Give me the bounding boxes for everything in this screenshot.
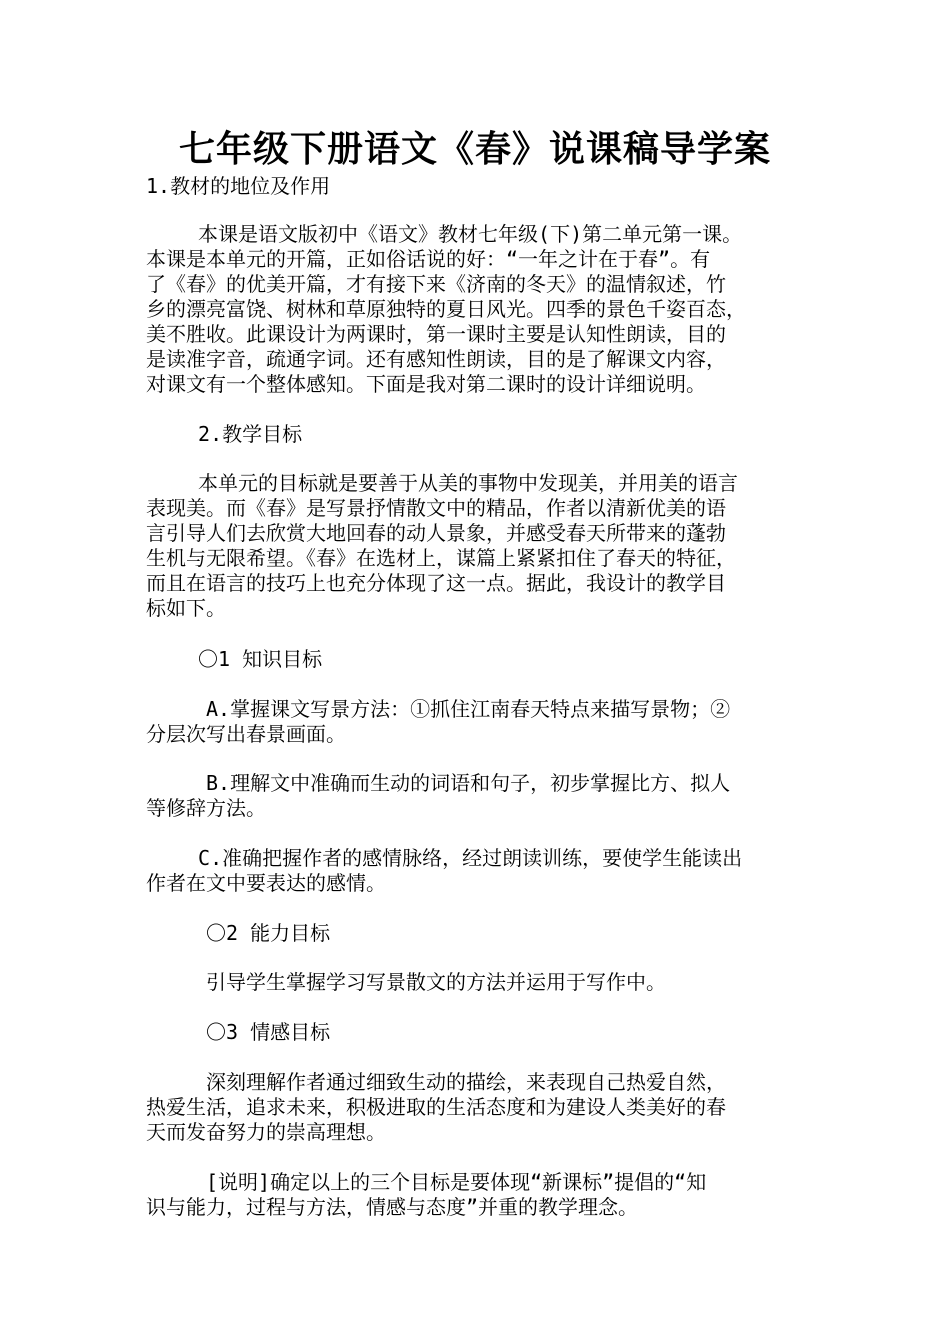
knowledge-item-b — [146, 771, 818, 821]
document-title: 七年级下册语文《春》说课稿导学案 — [178, 128, 771, 170]
paragraph-line: [说明]确定以上的三个目标是要体现“新课标”提倡的“知 — [146, 1170, 707, 1194]
ability-goal-text — [146, 970, 818, 995]
subheading-emotion-goals — [146, 1020, 818, 1045]
paragraph-material-intro — [146, 222, 818, 397]
paragraph-line: 识与能力，过程与方法，情感与态度”并重的教学理念。 — [146, 1195, 639, 1219]
knowledge-item-a — [146, 697, 818, 747]
paragraph-line: 引导学生掌握学习写景散文的方法并运用于写作中。 — [146, 970, 666, 994]
paragraph-line: 深刻理解作者通过细致生动的描绘，来表现自己热爱自然， — [146, 1070, 726, 1094]
subheading-text: 〇3 情感目标 — [146, 1020, 331, 1044]
subheading-text: 〇1 知识目标 — [146, 647, 323, 671]
section-heading-text: 1.教材的地位及作用 — [146, 174, 331, 198]
paragraph-line: 作者在文中要表达的感情。 — [146, 871, 386, 895]
paragraph-line: 了《春》的优美开篇，才有接下来《济南的冬天》的温情叙述，竹 — [146, 272, 726, 296]
paragraph-line: 乡的漂亮富饶、树林和草原独特的夏日风光。四季的景色千姿百态， — [146, 297, 746, 321]
subheading-ability-goals — [146, 921, 818, 946]
paragraph-line: 本课是语文版初中《语文》教材七年级(下)第二单元第一课。 — [146, 222, 743, 246]
paragraph-line: 标如下。 — [146, 596, 226, 620]
section-heading-goals — [146, 422, 818, 447]
subheading-knowledge-goals — [146, 647, 818, 672]
paragraph-line: 生机与无限希望。《春》在选材上，谋篇上紧紧扣住了春天的特征， — [146, 546, 736, 570]
explanation-note — [146, 1170, 818, 1220]
paragraph-line: 表现美。而《春》是写景抒情散文中的精品，作者以清新优美的语 — [146, 496, 726, 520]
paragraph-line: 分层次写出春景画面。 — [146, 722, 346, 746]
paragraph-goals-intro — [146, 471, 818, 621]
section-heading-material — [146, 174, 818, 199]
paragraph-line: B.理解文中准确而生动的词语和句子，初步掌握比方、拟人 — [146, 771, 731, 795]
knowledge-item-c — [146, 846, 818, 896]
paragraph-line: 天而发奋努力的崇高理想。 — [146, 1120, 386, 1144]
subheading-text: 〇2 能力目标 — [146, 921, 331, 945]
paragraph-line: 对课文有一个整体感知。下面是我对第二课时的设计详细说明。 — [146, 372, 706, 396]
paragraph-line: C.准确把握作者的感情脉络，经过朗读训练，要使学生能读出 — [146, 846, 743, 870]
paragraph-line: 言引导人们去欣赏大地回春的动人景象，并感受春天所带来的蓬勃 — [146, 521, 726, 545]
paragraph-line: 美不胜收。此课设计为两课时，第一课时主要是认知性朗读，目的 — [146, 322, 726, 346]
paragraph-line: A.掌握课文写景方法：①抓住江南春天特点来描写景物；② — [146, 697, 731, 721]
paragraph-line: 是读准字音，疏通字词。还有感知性朗读，目的是了解课文内容， — [146, 347, 726, 371]
paragraph-line: 热爱生活，追求未来，积极进取的生活态度和为建设人类美好的春 — [146, 1095, 726, 1119]
paragraph-line: 本课是本单元的开篇，正如俗话说的好：“一年之计在于春”。有 — [146, 247, 711, 271]
section-heading-text: 2.教学目标 — [146, 422, 303, 446]
paragraph-line: 本单元的目标就是要善于从美的事物中发现美，并用美的语言 — [146, 471, 739, 495]
emotion-goal-text — [146, 1070, 818, 1145]
paragraph-line: 而且在语言的技巧上也充分体现了这一点。据此，我设计的教学目 — [146, 571, 726, 595]
paragraph-line: 等修辞方法。 — [146, 796, 266, 820]
